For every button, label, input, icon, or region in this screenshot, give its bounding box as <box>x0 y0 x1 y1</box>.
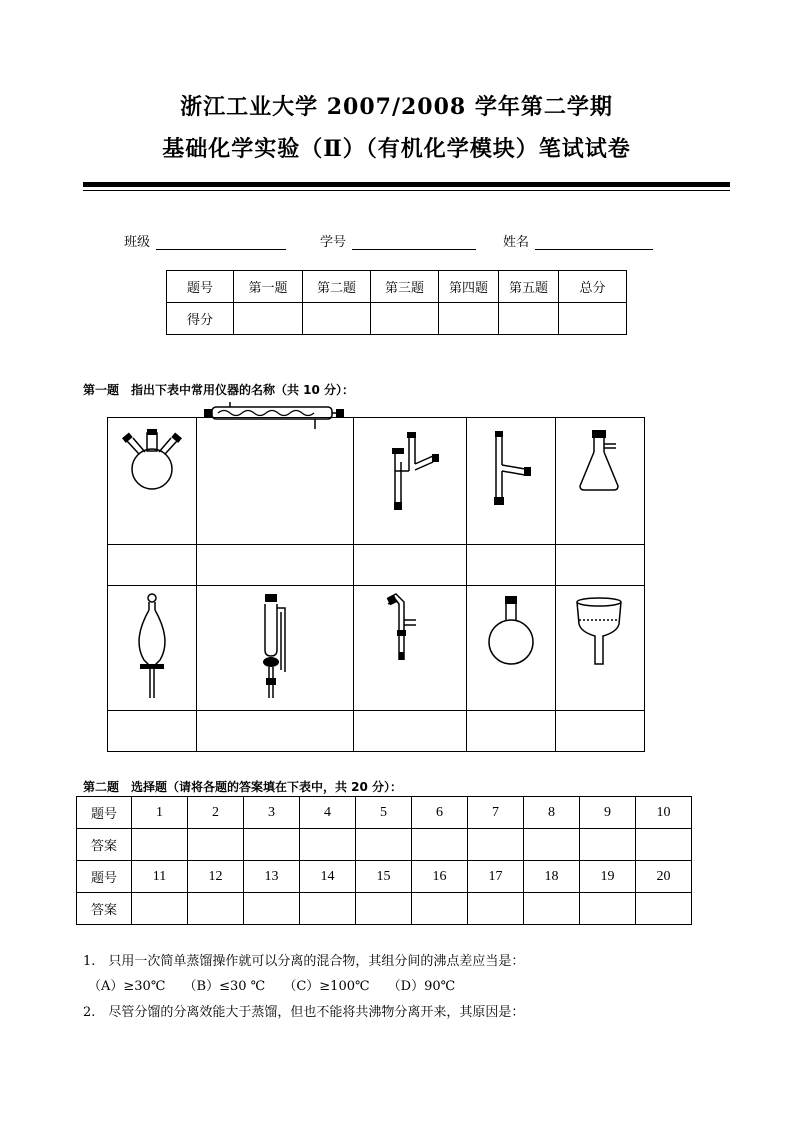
mcq-answer-cell[interactable] <box>580 829 636 861</box>
class-field[interactable] <box>124 231 286 250</box>
round-bottom-flask-icon <box>481 590 541 706</box>
instrument-answer-cell[interactable] <box>467 545 556 586</box>
header-rule-thick <box>83 182 730 187</box>
instrument-answer-cell[interactable] <box>197 545 354 586</box>
mcq-number-cell: 8 <box>524 797 580 829</box>
section2-title: 第二题 选择题（请将各题的答案填在下表中，共 20 分）： <box>83 780 403 794</box>
instrument-answer-row-2 <box>108 711 645 752</box>
score-header-cell: 第五题 <box>499 271 559 303</box>
mcq-answer-cell[interactable] <box>356 893 412 925</box>
score-cell[interactable] <box>499 303 559 335</box>
instrument-image-row-2 <box>108 586 645 711</box>
mcq-number-cell: 7 <box>468 797 524 829</box>
mcq-answer-cell[interactable] <box>524 893 580 925</box>
mcq-number-row-1 <box>77 797 692 829</box>
name-blank[interactable] <box>535 235 653 250</box>
option-b[interactable]: （B）≤30 ℃ <box>183 979 266 994</box>
instrument-image-cell <box>197 418 354 545</box>
mcq-number-cell: 9 <box>580 797 636 829</box>
mcq-number-cell: 17 <box>468 861 524 893</box>
score-table <box>166 270 627 335</box>
instrument-image-cell <box>556 586 645 711</box>
separatory-funnel-icon <box>122 590 182 706</box>
instrument-image-cell <box>467 418 556 545</box>
buchner-funnel-icon <box>565 590 635 706</box>
option-c[interactable]: （C）≥100℃ <box>283 979 370 994</box>
class-blank[interactable] <box>156 235 286 250</box>
mcq-answer-cell[interactable] <box>132 829 188 861</box>
score-header-cell: 第一题 <box>234 271 303 303</box>
instrument-image-cell <box>108 418 197 545</box>
mcq-number-cell: 13 <box>244 861 300 893</box>
mcq-answer-header: 答案 <box>77 893 132 925</box>
score-cell[interactable] <box>371 303 439 335</box>
score-header-cell: 题号 <box>167 271 234 303</box>
mcq-number-cell: 6 <box>412 797 468 829</box>
instrument-answer-row-1 <box>108 545 645 586</box>
mcq-number-row-2 <box>77 861 692 893</box>
mcq-answer-row-1 <box>77 829 692 861</box>
mcq-answer-cell[interactable] <box>188 893 244 925</box>
mcq-number-cell: 14 <box>300 861 356 893</box>
score-cell[interactable] <box>559 303 627 335</box>
instrument-image-cell <box>354 418 467 545</box>
mcq-answer-cell[interactable] <box>188 829 244 861</box>
vacuum-adapter-icon <box>380 590 440 706</box>
claisen-adapter-icon <box>375 426 445 516</box>
instrument-image-cell <box>467 586 556 711</box>
score-header-cell: 第二题 <box>303 271 371 303</box>
mcq-answer-cell[interactable] <box>468 893 524 925</box>
instrument-image-cell <box>197 586 354 711</box>
instrument-answer-cell[interactable] <box>354 545 467 586</box>
instrument-image-cell <box>556 418 645 545</box>
name-field[interactable] <box>503 231 653 250</box>
name-label: 姓名 <box>503 235 530 250</box>
instrument-table <box>107 417 645 752</box>
mcq-number-cell: 19 <box>580 861 636 893</box>
instrument-answer-cell[interactable] <box>556 545 645 586</box>
mcq-number-cell: 10 <box>636 797 692 829</box>
mcq-number-cell: 3 <box>244 797 300 829</box>
mcq-number-header: 题号 <box>77 797 132 829</box>
mcq-number-cell: 4 <box>300 797 356 829</box>
mcq-answer-table <box>76 796 692 925</box>
mcq-number-header: 题号 <box>77 861 132 893</box>
mcq-answer-cell[interactable] <box>244 829 300 861</box>
mcq-number-cell: 11 <box>132 861 188 893</box>
option-a[interactable]: （A）≥30℃ <box>88 979 166 994</box>
dropping-funnel-icon <box>245 590 305 706</box>
instrument-image-cell <box>108 586 197 711</box>
instrument-answer-cell[interactable] <box>108 545 197 586</box>
instrument-answer-cell[interactable] <box>108 711 197 752</box>
suction-flask-icon <box>570 426 630 496</box>
score-cell[interactable] <box>303 303 371 335</box>
section1-title: 第一题 指出下表中常用仪器的名称（共 10 分）： <box>83 383 355 397</box>
mcq-number-cell: 12 <box>188 861 244 893</box>
exam-title-line2: 基础化学实验（Ⅱ）（有机化学模块）笔试试卷 <box>162 136 631 162</box>
score-table-header-row <box>167 271 627 303</box>
question-1-options <box>88 975 469 994</box>
mcq-answer-cell[interactable] <box>524 829 580 861</box>
mcq-answer-cell[interactable] <box>636 829 692 861</box>
mcq-answer-cell[interactable] <box>412 893 468 925</box>
exam-title-line1: 浙江工业大学 2007/2008 学年第二学期 <box>180 94 613 120</box>
instrument-image-row-1 <box>108 418 645 545</box>
score-table-score-row <box>167 303 627 335</box>
instrument-image-cell <box>354 586 467 711</box>
score-header-cell: 第三题 <box>371 271 439 303</box>
mcq-answer-cell[interactable] <box>300 893 356 925</box>
header-rule-thin <box>83 190 730 191</box>
score-header-cell: 总分 <box>559 271 627 303</box>
mcq-answer-cell[interactable] <box>580 893 636 925</box>
instrument-answer-cell[interactable] <box>467 711 556 752</box>
option-d[interactable]: （D）90℃ <box>387 979 456 994</box>
mcq-answer-row-2 <box>77 893 692 925</box>
condenser-icon <box>200 399 350 439</box>
mcq-number-cell: 5 <box>356 797 412 829</box>
class-label: 班级 <box>124 235 151 250</box>
question-1: 1. 只用一次简单蒸馏操作就可以分离的混合物，其组分间的沸点差应当是： <box>83 954 525 969</box>
mcq-number-cell: 1 <box>132 797 188 829</box>
mcq-answer-header: 答案 <box>77 829 132 861</box>
mcq-number-cell: 2 <box>188 797 244 829</box>
distillation-head-icon <box>481 427 541 507</box>
score-cell[interactable] <box>234 303 303 335</box>
instrument-answer-cell[interactable] <box>354 711 467 752</box>
mcq-number-cell: 16 <box>412 861 468 893</box>
question-2: 2. 尽管分馏的分离效能大于蒸馏，但也不能将共沸物分离开来，其原因是： <box>83 1005 525 1020</box>
mcq-answer-cell[interactable] <box>132 893 188 925</box>
student-id-field[interactable] <box>320 231 476 250</box>
mcq-number-cell: 18 <box>524 861 580 893</box>
mcq-answer-cell[interactable] <box>468 829 524 861</box>
mcq-number-cell: 20 <box>636 861 692 893</box>
score-cell[interactable] <box>439 303 499 335</box>
mcq-answer-cell[interactable] <box>356 829 412 861</box>
mcq-answer-cell[interactable] <box>412 829 468 861</box>
score-header-cell: 第四题 <box>439 271 499 303</box>
three-neck-flask-icon <box>117 421 187 491</box>
student-id-label: 学号 <box>320 235 347 250</box>
score-row-label: 得分 <box>167 303 234 335</box>
student-id-blank[interactable] <box>352 235 476 250</box>
instrument-answer-cell[interactable] <box>197 711 354 752</box>
mcq-answer-cell[interactable] <box>300 829 356 861</box>
instrument-answer-cell[interactable] <box>556 711 645 752</box>
mcq-number-cell: 15 <box>356 861 412 893</box>
mcq-answer-cell[interactable] <box>244 893 300 925</box>
mcq-answer-cell[interactable] <box>636 893 692 925</box>
